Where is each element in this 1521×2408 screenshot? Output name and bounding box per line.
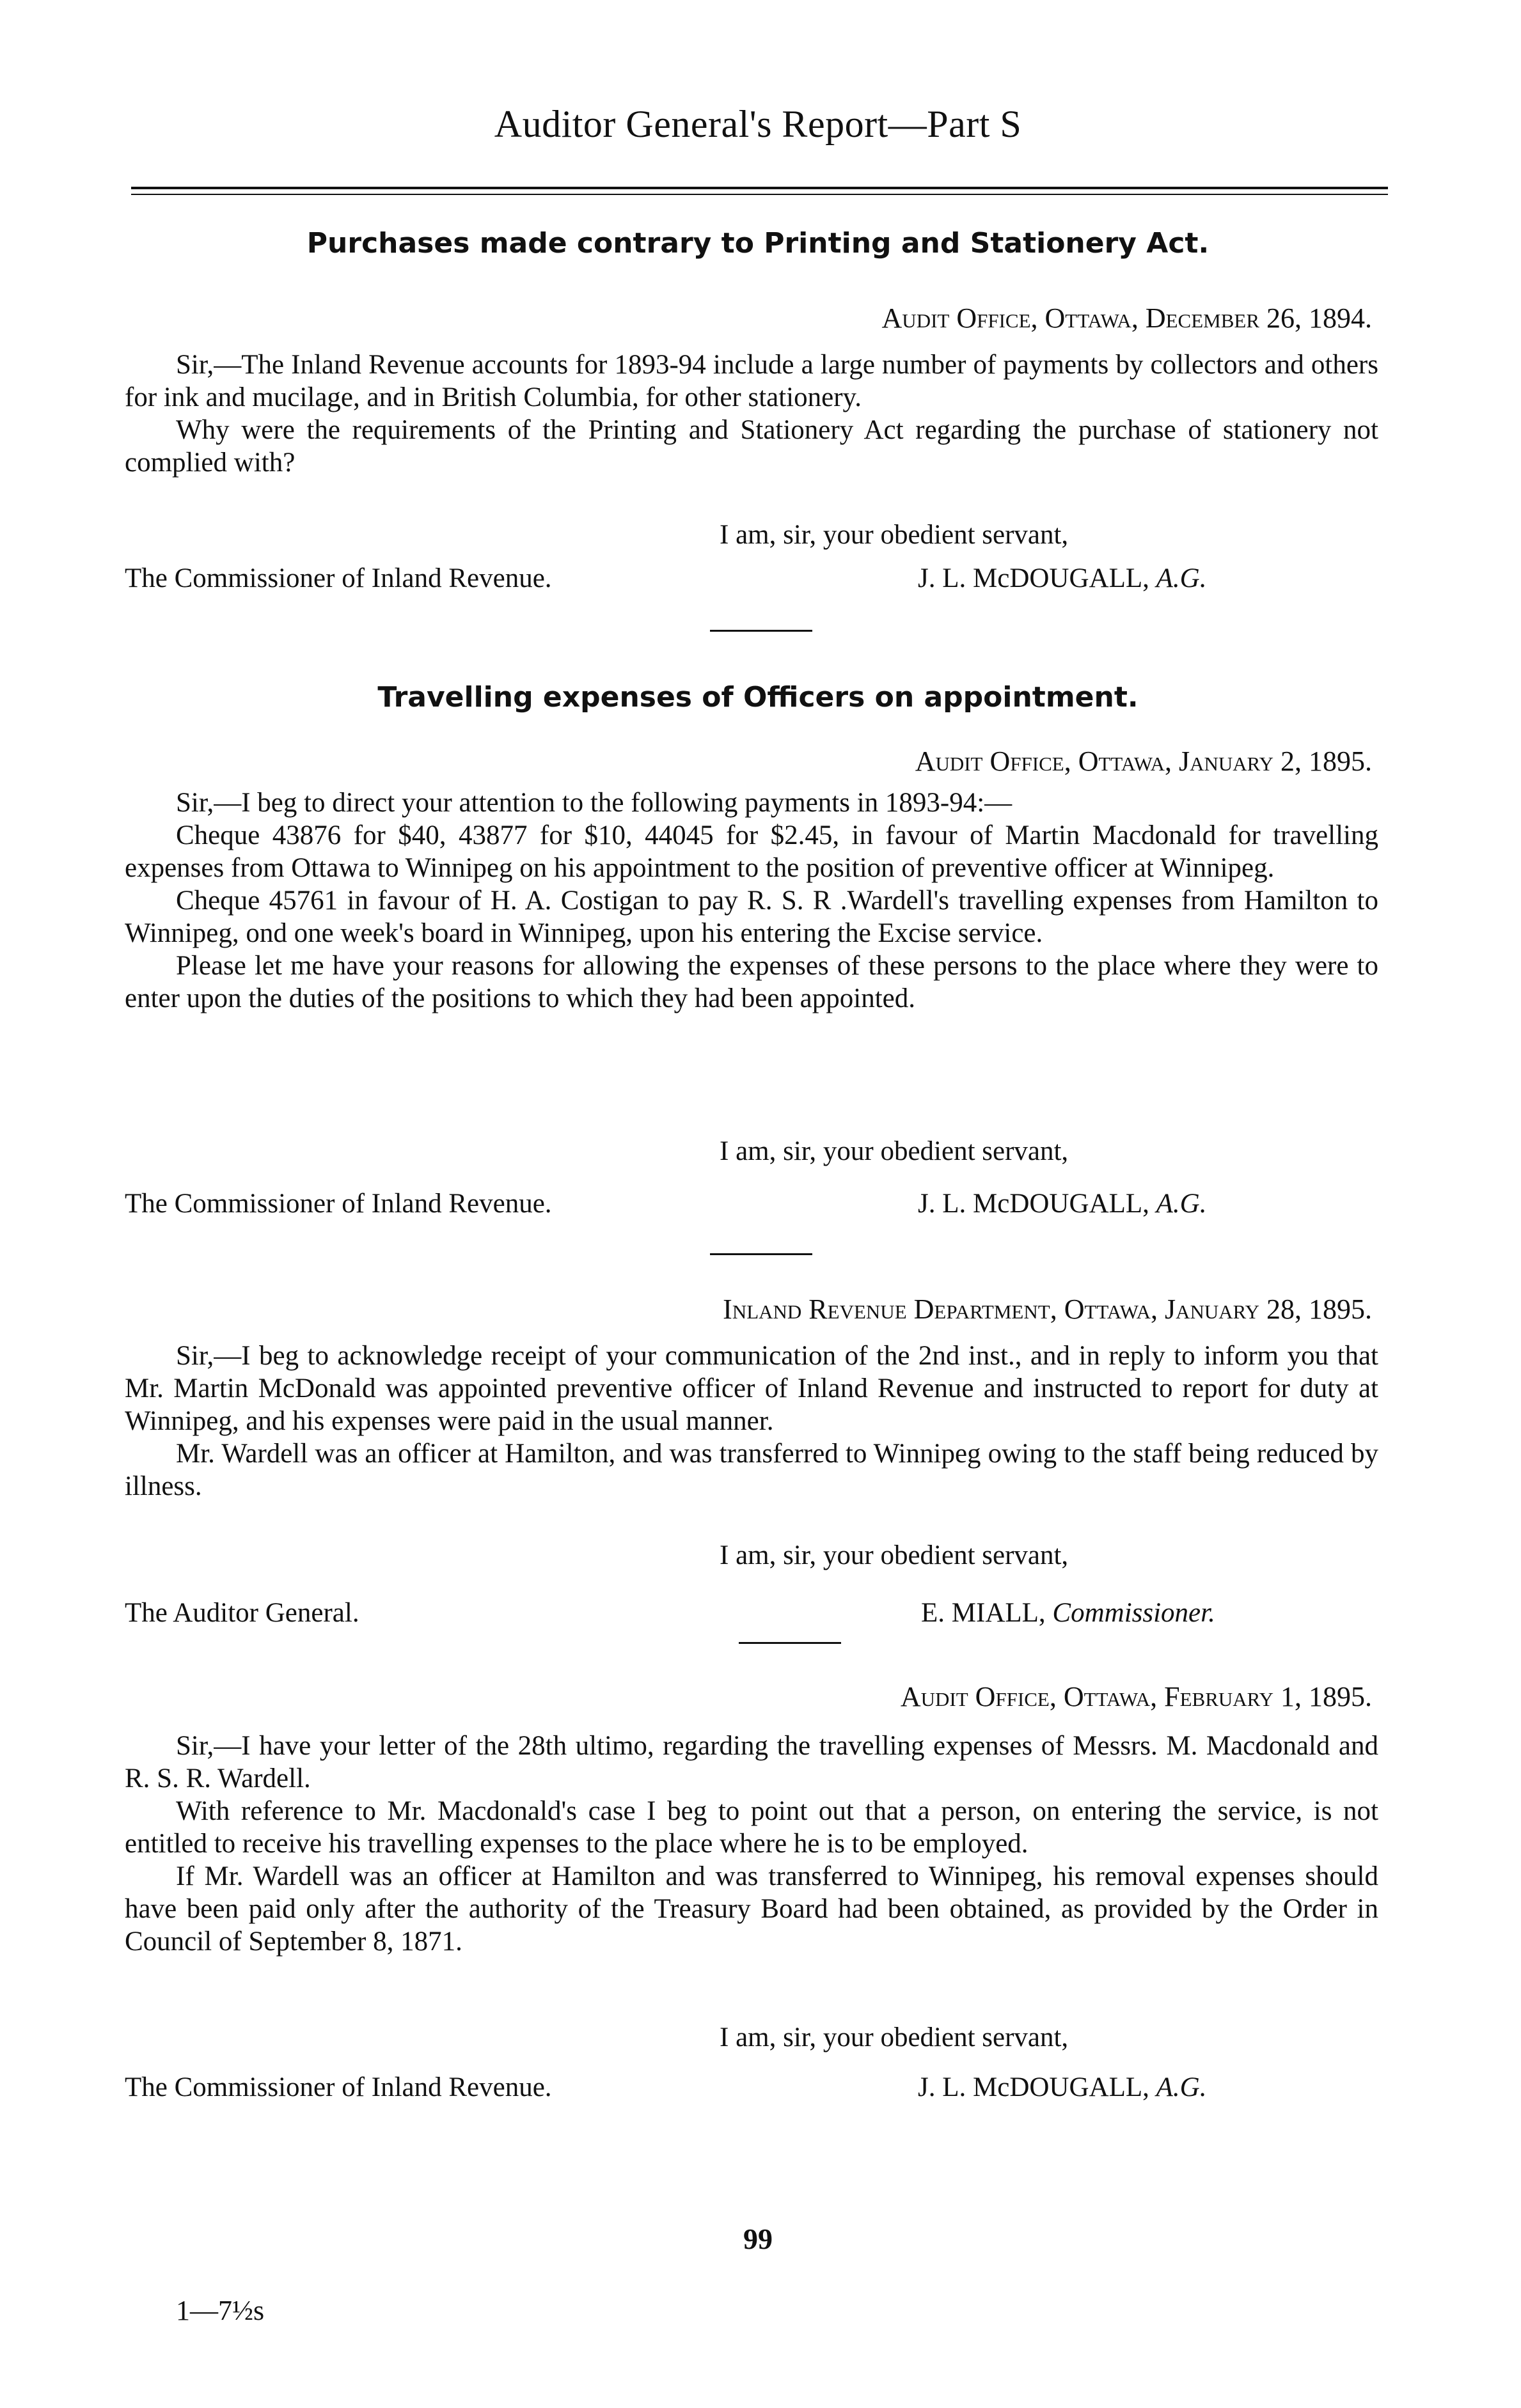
- paragraph: Sir,—I beg to direct your attention to the following payments in 1893-94:—: [176, 788, 1013, 818]
- dateline: Inland Revenue Department, Ottawa, January 28, 1895.: [723, 1294, 1372, 1325]
- header-rule-thin: [131, 194, 1388, 195]
- paragraph: With reference to Mr. Macdonald's case I beg to point out that a person, on entering the service, is not entitled to receive his travelling expenses to the place where he is to be employed.: [125, 1796, 1378, 1859]
- letter-body: [125, 1340, 1378, 1503]
- paragraph: Please let me have your reasons for allowing the expenses of these persons to the place where they were to enter upon the duties of the positions to which they had been appointed.: [125, 951, 1378, 1013]
- signature: [918, 2072, 1206, 2103]
- signature-name: J. L. McDOUGALL,: [918, 1189, 1149, 1219]
- paragraph: Why were the requirements of the Printing and Stationery Act regarding the purchase of stationery not complied with?: [125, 415, 1378, 478]
- dateline: Audit Office, Ottawa, January 2, 1895.: [915, 746, 1372, 777]
- paragraph: Sir,—I have your letter of the 28th ultimo, regarding the travelling expenses of Messrs. M. Macdonald and R. S. R. Wardell.: [125, 1731, 1378, 1794]
- document-page: [125, 0, 1391, 2408]
- section-divider: [710, 630, 812, 632]
- section-divider: [710, 1253, 812, 1255]
- section-divider: [739, 1642, 841, 1644]
- paragraph: Sir,—I beg to acknowledge receipt of your communication of the 2nd inst., and in reply to inform you that Mr. Martin McDonald was appointed preventive officer of Inland Revenue and instructed to report for duty at Winnipeg, and his expenses were paid in the usual manner.: [125, 1341, 1378, 1436]
- paragraph: Cheque 45761 in favour of H. A. Costigan to pay R. S. R .Wardell's travelling expenses from Hamilton to Winnipeg, ond one week's board in Winnipeg, upon his entering the Excise service.: [125, 886, 1378, 948]
- addressee: The Commissioner of Inland Revenue.: [125, 2072, 552, 2102]
- addressee: The Auditor General.: [125, 1598, 359, 1628]
- signature-name: E. MIALL,: [921, 1598, 1046, 1628]
- letter-body: [125, 1730, 1378, 1958]
- paragraph: Mr. Wardell was an officer at Hamilton, and was transferred to Winnipeg owing to the staff being reduced by illness.: [125, 1439, 1378, 1501]
- signature-name: J. L. McDOUGALL,: [918, 2072, 1149, 2102]
- signature-title: A.G.: [1156, 1189, 1207, 1219]
- letter-body: [125, 348, 1378, 479]
- header-rule: [131, 187, 1388, 189]
- letter-body: [125, 786, 1378, 1015]
- signature: [918, 563, 1206, 594]
- signature-title: A.G.: [1156, 2072, 1207, 2102]
- signature-name: J. L. McDOUGALL,: [918, 563, 1149, 593]
- dateline: Audit Office, Ottawa, December 26, 1894.: [881, 302, 1372, 334]
- dateline: Audit Office, Ottawa, February 1, 1895.: [900, 1681, 1372, 1712]
- signature: [921, 1597, 1215, 1629]
- signature-title: A.G.: [1156, 563, 1207, 593]
- running-title: Auditor General's Report—Part S: [494, 103, 1022, 145]
- section-title: Travelling expenses of Officers on appointment.: [377, 681, 1139, 714]
- paragraph: Sir,—The Inland Revenue accounts for 1893-94 include a large number of payments by collectors and others for ink and mucilage, and in British Columbia, for other stationery.: [125, 350, 1378, 412]
- page-number: 99: [743, 2223, 773, 2255]
- addressee: The Commissioner of Inland Revenue.: [125, 1189, 552, 1219]
- section-title: Purchases made contrary to Printing and Stationery Act.: [306, 227, 1210, 260]
- closing: I am, sir, your obedient servant,: [720, 520, 1069, 550]
- paragraph: Cheque 43876 for $40, 43877 for $10, 44045 for $2.45, in favour of Martin Macdonald for travelling expenses from Ottawa to Winnipeg on his appointment to the position of preventive officer at Winnipeg.: [125, 820, 1378, 883]
- paragraph: If Mr. Wardell was an officer at Hamilton and was transferred to Winnipeg, his removal expenses should have been paid only after the authority of the Treasury Board had been obtained, as provided by the Order in Council of September 8, 1871.: [125, 1861, 1378, 1957]
- printer-signature-mark: 1—7½s: [176, 2295, 265, 2326]
- signature: [918, 1188, 1206, 1219]
- closing: I am, sir, your obedient servant,: [720, 1540, 1069, 1570]
- signature-title: Commissioner.: [1052, 1598, 1215, 1628]
- closing: I am, sir, your obedient servant,: [720, 2022, 1069, 2052]
- addressee: The Commissioner of Inland Revenue.: [125, 563, 552, 593]
- closing: I am, sir, your obedient servant,: [720, 1136, 1069, 1166]
